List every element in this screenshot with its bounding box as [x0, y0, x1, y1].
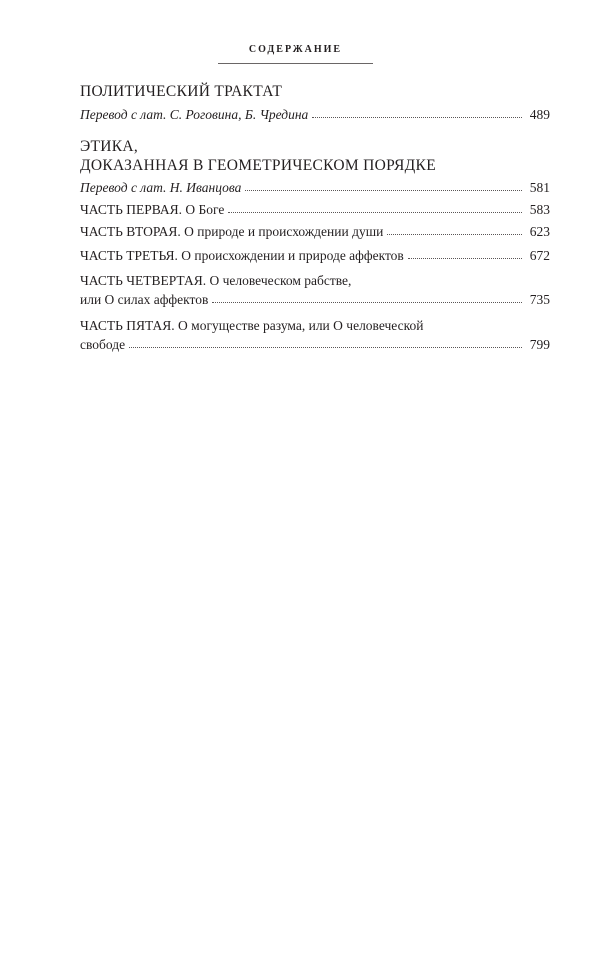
page-number: 489	[529, 107, 550, 122]
toc-entry-part-4[interactable]	[80, 271, 550, 310]
page-header-title: СОДЕРЖАНИЕ	[248, 44, 343, 55]
political-treatise-title: ПОЛИТИЧЕСКИЙ ТРАКТАТ	[80, 83, 283, 100]
page-number: 672	[529, 248, 550, 263]
header-rule	[218, 63, 373, 64]
part-label-line2: или О силах аффектов	[80, 292, 209, 307]
page-number: 735	[529, 292, 550, 307]
political-treatise-section	[80, 82, 550, 125]
page-number: 623	[529, 224, 550, 239]
leader-dots	[387, 226, 522, 236]
part-label-line1: ЧАСТЬ ПЯТАЯ. О могуществе разума, или О человеческой	[80, 318, 424, 333]
ethics-section	[80, 137, 550, 198]
page-number: 583	[529, 202, 550, 217]
political-translation: Перевод с лат. С. Роговина, Б. Чредина	[80, 107, 309, 122]
leader-dots	[312, 109, 522, 119]
page-number: 799	[529, 337, 550, 352]
leader-dots	[129, 339, 522, 349]
toc-entry-part-2[interactable]	[80, 221, 550, 242]
toc-entry-part-3[interactable]	[80, 245, 550, 266]
leader-dots	[245, 182, 522, 192]
part-label: ЧАСТЬ ТРЕТЬЯ. О происхождении и природе аффектов	[80, 248, 404, 263]
page-number: 581	[529, 180, 550, 195]
ethics-translation: Перевод с лат. Н. Иванцова	[80, 180, 242, 195]
part-label-line2: свободе	[80, 337, 126, 352]
part-label-line1: ЧАСТЬ ЧЕТВЕРТАЯ. О человеческом рабстве,	[80, 273, 352, 288]
toc-entry-part-1[interactable]	[80, 199, 550, 220]
toc-entry-part-5[interactable]	[80, 316, 550, 355]
part-label: ЧАСТЬ ПЕРВАЯ. О Боге	[80, 202, 225, 217]
leader-dots	[212, 294, 522, 304]
toc-entry-political[interactable]	[80, 104, 550, 125]
ethics-title-line2: ДОКАЗАННАЯ В ГЕОМЕТРИЧЕСКОМ ПОРЯДКЕ	[80, 157, 436, 174]
ethics-title-line1: ЭТИКА,	[80, 138, 139, 155]
leader-dots	[408, 250, 522, 260]
part-label: ЧАСТЬ ВТОРАЯ. О природе и происхождении души	[80, 224, 384, 239]
toc-entry-ethics[interactable]	[80, 177, 550, 198]
leader-dots	[228, 204, 522, 214]
